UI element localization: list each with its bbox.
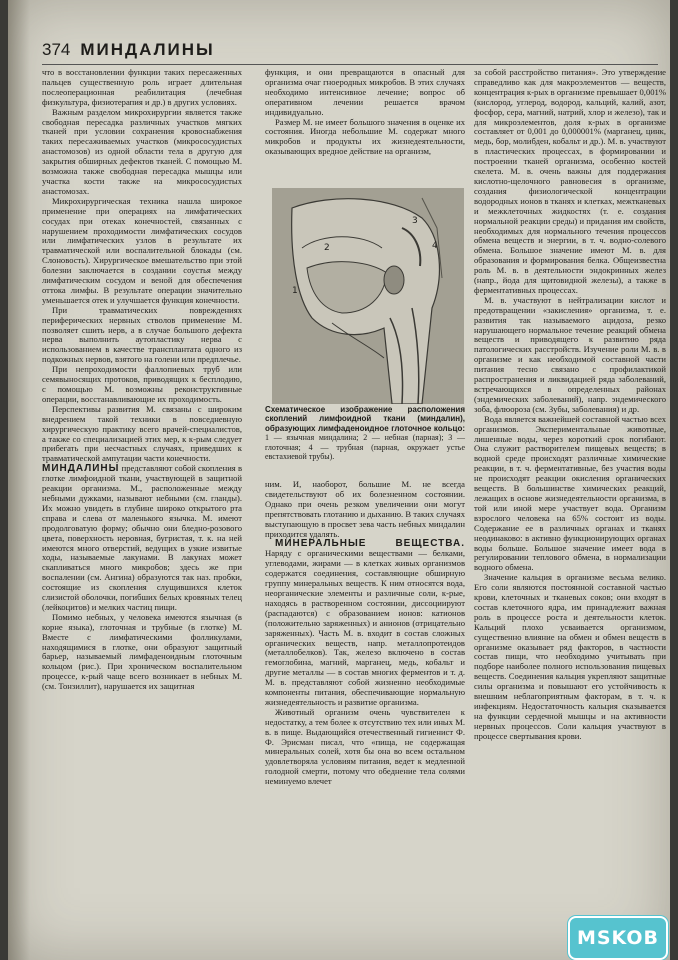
paragraph: Микрохирургическая техника нашла широкое применение при операциях на лимфатических сосудах при отеках конечностей, связанных с нарушением проходимости лимфатических сосудов или лимфатических узлов в результате их травматической или воспалительной блокады (см. Слоновость). Хирургическое вмешательство при этой болезни заключается в создании соустья между лимфатическим сосудом и веной для обеспечения оттока лимфы. В результате операции значительно уменьшается отек и улучшается функция конечности. <box>42 195 242 305</box>
column-right <box>474 68 666 918</box>
paragraph: функция, и они превращаются в опасный для организма очаг гноеродных микробов. В этих случаях необходимо интенсивное лечение; вопрос об оперативном лечении решается врачом индивидуально. <box>265 68 465 117</box>
paragraph: за собой расстройство питания». Это утверждение справедливо как для макроэлементов — веществ, концентрация к-рых в организме превышает 0,001% (кислород, углерод, водород, кальций, калий, азот, фосфор, сера, магний, натрий, хлор и железо), так и для микроэлементов, доля к-рых в организме составляет от 0,001 до 0,000001% (марганец, цинк, медь, бор, молибден, кобальт и др.). М. в. участвуют в пластических процессах, в формировании и построении тканей организма, особенно костей скелета. М. в. очень важны для поддержания кислотно-щелочного равновесия в организме, создания физиологической концентрации водородных ионов в тканях и клетках, межтканевых и межклеточных жидкостях (т. е. создания нормальной реакции среды) и придания им свойств, необходимых для нормального течения процессов обмена веществ и энергии, в т. ч. водно-солевого обмена. Большое значение имеют М. в. для образования и формирования белка. Общеизвестна роль М. в. в деятельности эндокринных желез (напр., йода для щитовидной железы), а также в ферментативных процессах. <box>474 68 666 295</box>
watermark-logo <box>568 916 668 960</box>
page-number: 374 <box>42 40 71 59</box>
caption-text: 1 — язычная миндалина; 2 — небная (парная); 3 — глоточная; 4 — трубная (парная, окружает устье евстахиевой трубы). <box>265 433 465 462</box>
page-fold-shadow <box>8 0 30 960</box>
paragraph: При травматических повреждениях периферических нервных стволов применение М. позволяет сшить нерв, а в случае большого дефекта нерва выполнить аутопластику нерва с использованием в качестве трансплантата одного из подкожных нервов, взятого на голени или предплечье. <box>42 304 242 365</box>
entry-term: МИНЕРАЛЬНЫЕ ВЕЩЕСТВА. <box>275 538 465 550</box>
watermark-text: MSKOB <box>576 927 660 949</box>
paragraph: Перспективы развития М. связаны с широким внедрением такой техники в повседневную хирургическую практику всего врачей-специалистов, а также со специализацией этих мер, к к-рым следует прибегать при несчастных случаях, приведших к травматической ампутации части конечности. <box>42 403 242 464</box>
throat-section-illustration <box>272 188 464 404</box>
paragraph: Вода является важнейшей составной частью всех организмов. Экспериментальные животные, лишенные воды, через короткий срок погибают. Она служит растворителем пищевых веществ; в водной среде происходят различные химические реакции, в т. ч. ферментативные, без участия воды не происходят реакции окисления органических веществ. В большинстве химических реакций, лежащих в основе жизнедеятельности организма, в той или иной мере участвует вода. Организм взрослого человека на 65% состоит из воды. Содержание ее в различных органах и тканях неодинаково: в активно функционирующих органах воды больше. Большое значение имеет вода в регулировании теплового обмена, в нормализации водного обмена. <box>474 413 666 573</box>
paragraph: Важным разделом микрохирургии является также свободная пересадка различных участков мягких тканей при условии сохранения кровоснабжения таких пересаживаемых участков (микрососудистых анастомозов) из одной области тела в другую для закрытия обширных дефектов тканей. С помощью М. возможна также свободная пересадка мышцы или участка кости также на микрососудистых анастомозах. <box>42 106 242 196</box>
paragraph: что в восстановлении функции таких пересаженных пальцев существенную роль играет длительная послеоперационная реабилитация (лечебная физкультура, физиотерапия и др.) в других условиях. <box>42 68 242 107</box>
anatomy-figure <box>272 188 464 404</box>
entry-text: Наряду с органическими веществами — белками, углеводами, жирами — в клетках живых организмов содержатся соединения, составляющие обширную группу минеральных веществ. К ним относятся вода, неорганические элементы и различные соли, к-рые, находясь в растворенном состоянии, диссоциируют (распадаются) с образованием ионов: катионов (положительно заряженных) и анионов (отрицательно заряженных). Часть М. в. входит в состав сложных органических веществ, напр. металлопротеидов (металлобелков). Так, железо включено в состав гемоглобина, магний, марганец, медь, кобальт и другие металлы — в состав многих ферментов и т. д. М. в. представляют собой жизненно необходимые компоненты питания, обеспечивающие нормальную жизнедеятельность и развитие организма. <box>265 548 465 707</box>
figure-label: 2 <box>324 243 330 253</box>
page-header <box>42 40 215 64</box>
column-middle-top <box>265 68 465 178</box>
entry-text: представляют собой скопления в глотке лимфоидной ткани, участвующей в защитной реакции организма. М., расположенные между небными дужками, называют небными (см. гланды). Их можно увидеть в глубине широко открытого рта справа и слева от маленького язычка. М. имеют продолговатую форму; обычно они бледно-розового цвета, поверхность неровная, бугристая, т. к. на ней имеются много отверстий, ведущих в узкие извитые ходы, называемые лакунами. В лакунах может скапливаться много микробов; здесь же при воспалении (см. Ангина) образуются так наз. пробки, состоящие из скопления слущившихся клеток слизистой оболочки, погибших белых кровяных телец (лейкоцитов) и мелких частиц пищи. <box>42 463 242 612</box>
caption-title: Схематическое изображение расположения скоплений лимфоидной ткани (миндалин), образующих лимфаденоидное глоточное кольцо: <box>265 405 465 433</box>
entry-term: МИНДАЛИНЫ <box>42 463 120 475</box>
figure-label: 3 <box>412 216 418 226</box>
running-title: МИНДАЛИНЫ <box>80 40 215 59</box>
column-middle-bottom <box>265 480 465 880</box>
paragraph: Значение кальция в организме весьма велико. Его соли являются постоянной составной частью крови, клеточных и тканевых соков; они входят в состав клеточного ядра, им принадлежит важная роль в процессе роста и деятельности клеток. Кальций плохо усваивается организмом, существенно влияние на обмен и обмен веществ в организме оказывает ряд факторов, в частности состав пищи, что необходимо учитывать при подборе наиболее полного использования пищевых веществ. Соединения кальция укрепляют защитные силы организма и повышают его устойчивость к внешним неблагоприятным факторам, в т. ч. к инфекциям. Недостаточность кальция сказывается на функции сердечной мышцы и на активности нервных процессов. Соли кальция участвуют в процессе свертывания крови. <box>474 572 666 741</box>
paragraph: При непроходимости фаллопиевых труб или семявыносящих протоков, приводящих к бесплодию, с помощью М. возможны реконструктивные операции, восстанавливающие их проходимость. <box>42 364 242 404</box>
column-left <box>42 68 242 928</box>
book-page <box>8 0 670 960</box>
entry-paragraph <box>42 464 242 613</box>
paragraph: Помимо небных, у человека имеются язычная (в корне языка), глоточная и трубные (в глотке) М. Вместе с лимфатическими фолликулами, находящимися в глотке, они образуют защитный барьер, называемый лимфаденоидным глоточным кольцом (рис.). При хроническом воспалительном процессе, к-рый чаще всего возникает в небных М. (см. Тонзиллит), нарушается их защитная <box>42 611 242 692</box>
entry-paragraph <box>265 539 465 707</box>
paragraph: Размер М. не имеет большого значения в оценке их состояния. Иногда небольшие М. содержат много микробов и продукты их жизнедеятельности, оказывающих вредное действие на организм, <box>265 116 465 157</box>
header-rule <box>42 64 658 65</box>
figure-label: 4 <box>432 241 438 251</box>
paragraph: ним. И, наоборот, большие М. не всегда свидетельствуют об их болезненном состоянии. Однако при очень резком увеличении они могут препятствовать глотанию и дыханию. В таких случаях выступающую в просвет зева часть небных миндалин приходится удалять. <box>265 480 465 539</box>
paragraph: Животный организм очень чувствителен к недостатку, а тем более к отсутствию тех или иных М. в. в пище. Выдающийся отечественный гигиенист Ф. Ф. Эрисман писал, что «пища, не содержащая минеральных солей, хотя бы она во всем остальном удовлетворяла условиям питания, ведет к медленной голодной смерти, потому что обеднение тела солями неминуемо влечет <box>265 706 465 787</box>
paragraph: М. в. участвуют в нейтрализации кислот и предотвращении «закисления» организма, т. е. развития так называемого ацидоза, резко нарушающего нормальное течение реакций обмена веществ и приводящего к развитию ряда патологических расстройств. Изучение роли М. в. в организме и как необходимой составной части питания тесно связано с профилактикой распространения и ликвидацией ряда заболеваний, встречающихся в определенных районах (эндемических заболеваний), напр. эндемического зоба, флюороза (см. Зубы, заболевания) и др. <box>474 294 666 414</box>
figure-label: 1 <box>292 286 298 296</box>
figure-caption <box>265 405 465 461</box>
